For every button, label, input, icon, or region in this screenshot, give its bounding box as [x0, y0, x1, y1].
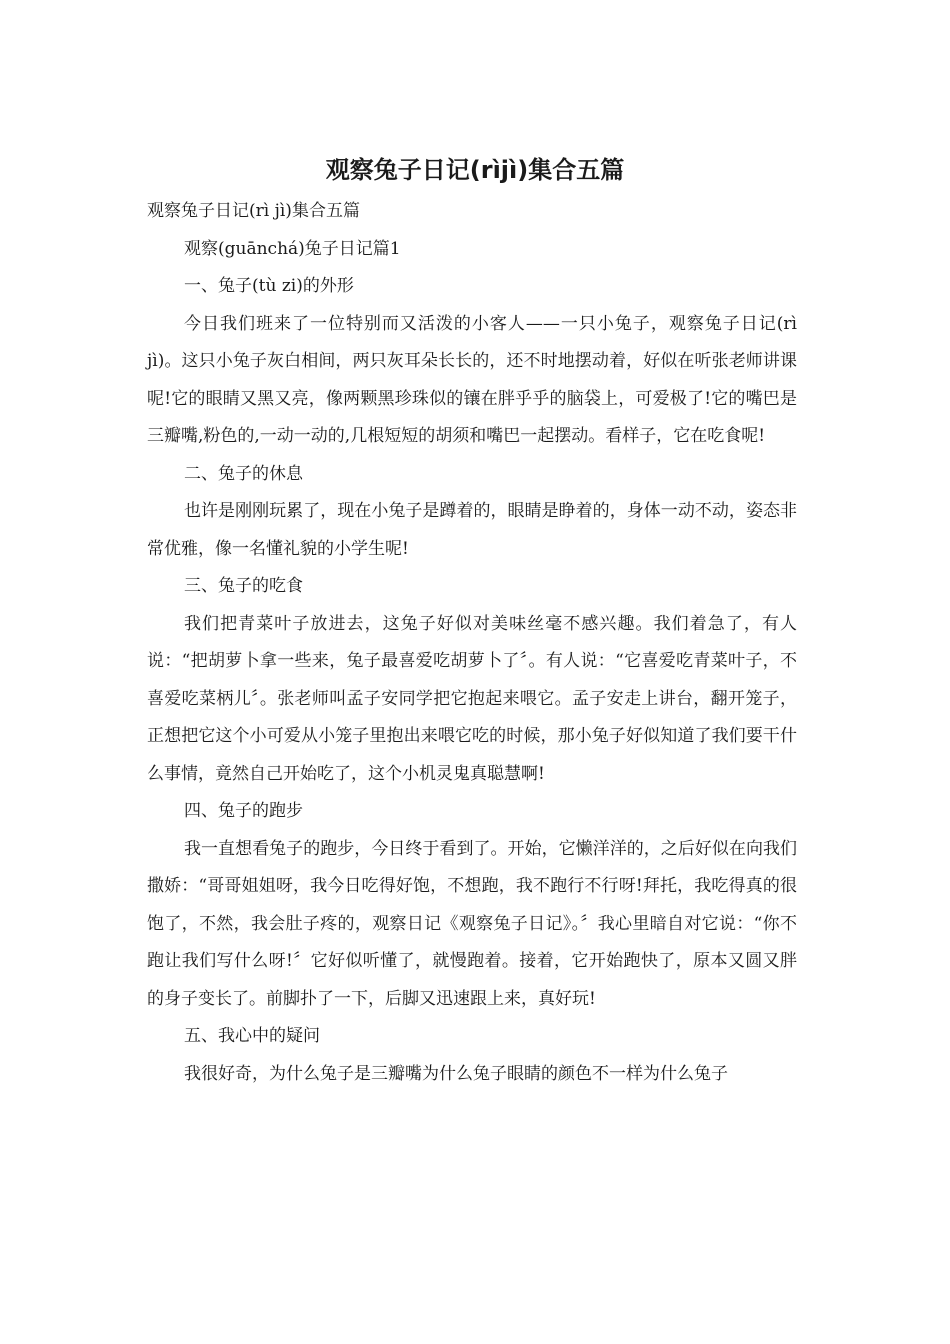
- section-paragraph-appearance: 今日我们班来了一位特别而又活泼的小客人——一只小兔子，观察兔子日记(rì jì)。这只小兔子灰白相间，两只灰耳朵长长的，还不时地摆动着，好似在听张老师讲课呢!它的眼睛又黑又亮，像两颗黑珍珠似的镶在胖乎乎的脑袋上，可爱极了!它的嘴巴是三瓣嘴,粉色的,一动一动的,几根短短的胡须和嘴巴一起摆动。看样子，它在吃食呢!: [147, 313, 797, 446]
- document-title: 观察兔子日记(rìjì)集合五篇: [325, 156, 625, 184]
- section-paragraph-questions: 我很好奇，为什么兔子是三瓣嘴为什么兔子眼睛的颜色不一样为什么兔子: [184, 1063, 728, 1084]
- section-heading-rest: 二、兔子的休息: [184, 463, 303, 484]
- document-subtitle: 观察兔子日记(rì jì)集合五篇: [147, 201, 360, 221]
- section-heading-eating: 三、兔子的吃食: [184, 576, 303, 596]
- article-heading: 观察(guānchá)兔子日记篇1: [184, 238, 401, 259]
- section-paragraph-eating: 我们把青菜叶子放进去，这兔子好似对美味丝毫不感兴趣。我们着急了，有人说：“把胡萝卜拿一些来，兔子最喜爱吃胡萝卜了〞。有人说：“它喜爱吃青菜叶子，不喜爱吃菜柄儿〞。张老师叫孟子安同学把它抱起来喂它。孟子安走上讲台，翻开笼子，正想把它这个小可爱从小笼子里抱出来喂它吃的时候，那小兔子好似知道了我们要干什么事情，竟然自己开始吃了，这个小机灵鬼真聪慧啊!: [147, 613, 797, 784]
- document-body: [147, 193, 797, 1093]
- section-heading-questions: 五、我心中的疑问: [184, 1026, 320, 1046]
- section-heading-running: 四、兔子的跑步: [184, 801, 303, 821]
- section-paragraph-rest: 也许是刚刚玩累了，现在小兔子是蹲着的，眼睛是睁着的，身体一动不动，姿态非常优雅，像一名懂礼貌的小学生呢!: [147, 501, 797, 559]
- section-paragraph-running: 我一直想看兔子的跑步，今日终于看到了。开始，它懒洋洋的，之后好似在向我们撒娇：“哥哥姐姐呀，我今日吃得好饱，不想跑，我不跑行不行呀!拜托，我吃得真的很饱了，不然，我会肚子疼的，观察日记《观察兔子日记》。〞我心里暗自对它说：“你不跑让我们写什么呀!〞它好似听懂了，就慢跑着。接着，它开始跑快了，原本又圆又胖的身子变长了。前脚扑了一下，后脚又迅速跟上来，真好玩!: [147, 838, 797, 1009]
- section-heading-appearance: 一、兔子(tù zi)的外形: [184, 276, 354, 296]
